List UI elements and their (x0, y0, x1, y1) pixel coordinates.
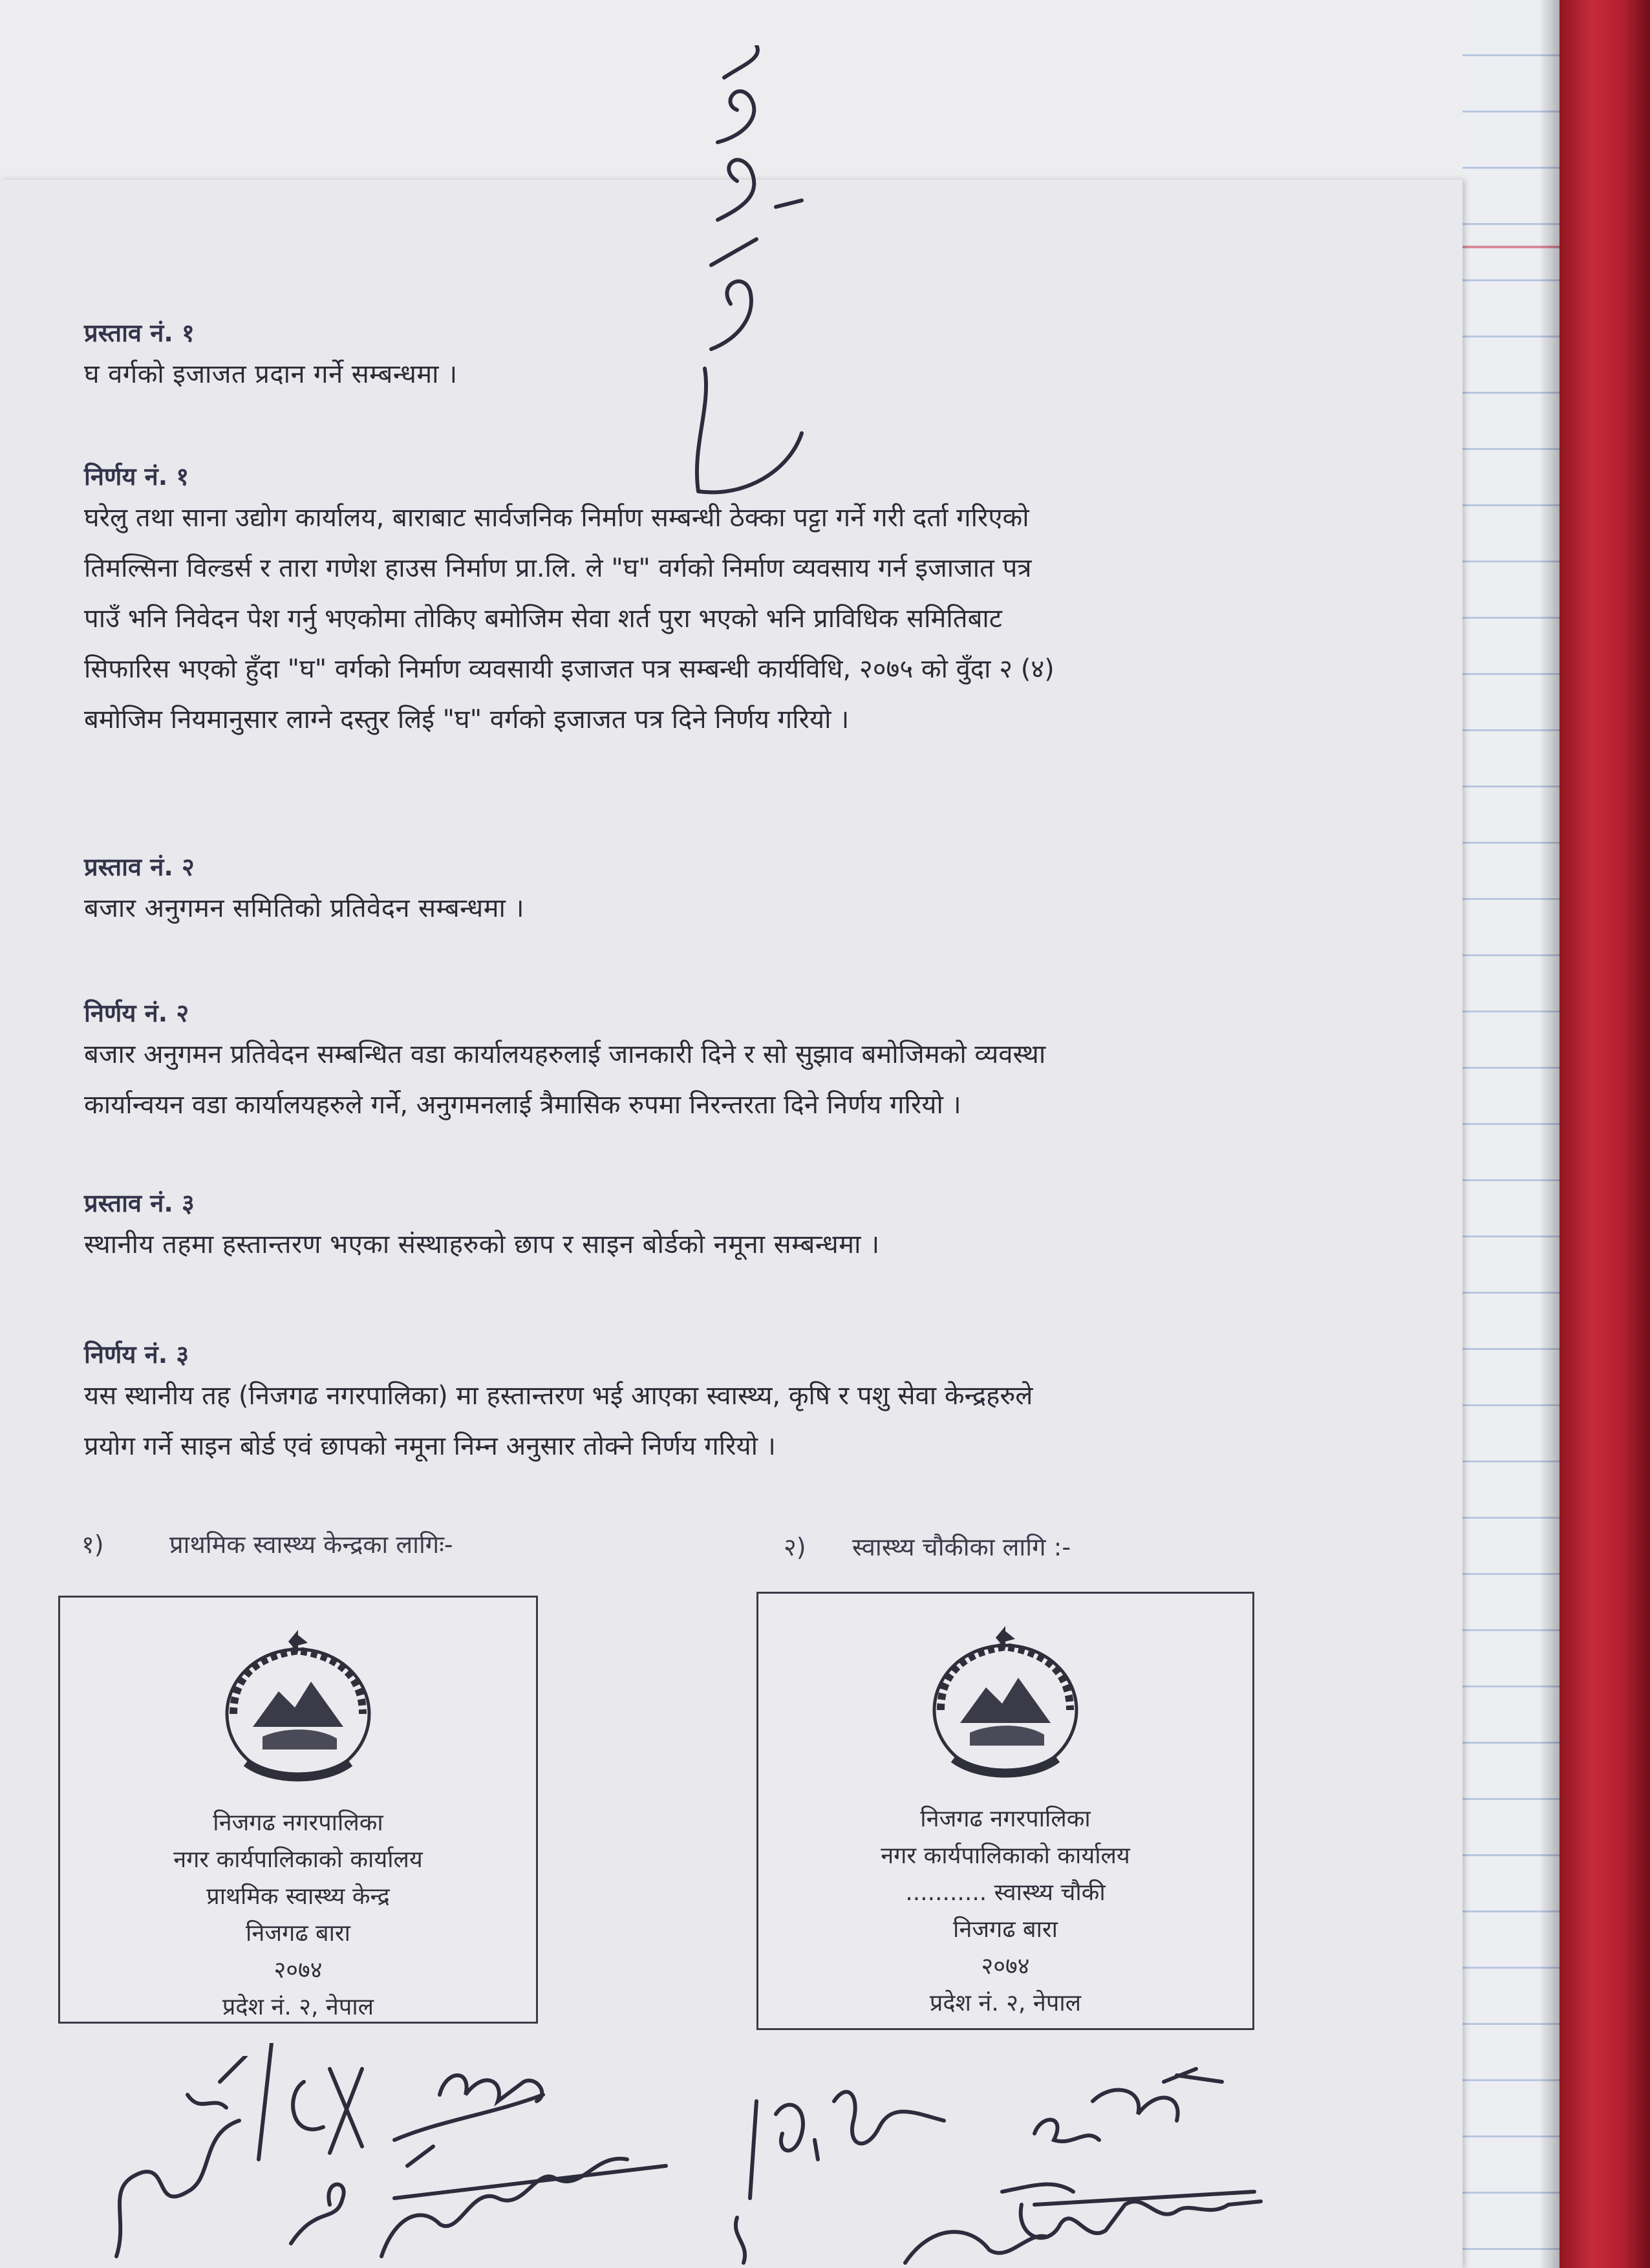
proposal-1-heading: प्रस्ताव नं. १ (84, 319, 195, 347)
decision-2-heading: निर्णय नं. २ (84, 999, 189, 1027)
decision-3-heading: निर्णय नं. ३ (84, 1340, 189, 1369)
proposal-1-subject: घ वर्गको इजाजत प्रदान गर्ने सम्बन्धमा । (84, 359, 458, 389)
sample-2-number: २) (784, 1533, 806, 1561)
stamp-1-line: निजगढ बारा (246, 1920, 350, 1947)
stamp-2-line: २०७४ (981, 1953, 1030, 1980)
stamp-2-line: निजगढ बारा (953, 1916, 1058, 1943)
decision-2-line: कार्यान्वयन वडा कार्यालयहरुले गर्ने, अनुगमनलाई त्रैमासिक रुपमा निरन्तरता दिने निर्णय गरियो । (84, 1090, 961, 1120)
stamp-sample-1 (58, 1596, 538, 2024)
proposal-3-section (84, 1186, 1364, 1270)
decision-1-line: तिमल्सिना विल्डर्स र तारा गणेश हाउस निर्माण प्रा.लि. ले "घ" वर्गको निर्माण व्यवसाय गर्न इजाजात पत्र (84, 553, 1032, 583)
spine-shadow (1539, 0, 1559, 2268)
nepal-emblem-icon (915, 1626, 1096, 1788)
decision-3-line: प्रयोग गर्ने साइन बोर्ड एवं छापको नमूना निम्न अनुसार तोक्ने निर्णय गरियो । (84, 1431, 776, 1461)
stamp-1-line: प्रदेश नं. २, नेपाल (222, 1994, 374, 2020)
proposal-2-section (84, 850, 1364, 934)
proposal-2-subject: बजार अनुगमन समितिको प्रतिवेदन सम्बन्धमा । (84, 893, 524, 923)
stamp-1-line: निजगढ नगरपालिका (213, 1810, 383, 1836)
signature-9 (711, 2211, 789, 2268)
nepal-emblem-icon (208, 1630, 389, 1792)
signature-8 (892, 2211, 1054, 2268)
red-binding (1559, 0, 1650, 2268)
signature-1 (91, 2056, 259, 2268)
stamp-2-line: ........... स्वास्थ्य चौकी (905, 1879, 1106, 1906)
decision-2-section (84, 996, 1364, 1130)
stamp-1-line: २०७४ (273, 1957, 323, 1984)
signature-4 (278, 2127, 692, 2268)
stamp-sample-2 (756, 1592, 1254, 2030)
decision-3-line: यस स्थानीय तह (निजगढ नगरपालिका) मा हस्तान्तरण भई आएका स्वास्थ्य, कृषि र पशु सेवा केन्द्रहरुले (84, 1381, 1033, 1411)
signature-6 (1015, 2062, 1235, 2159)
decision-1-line: बमोजिम नियमानुसार लाग्ने दस्तुर लिई "घ" वर्गको इजाजत पत्र दिने निर्णय गरियो । (84, 705, 850, 734)
decision-1-heading: निर्णय नं. १ (84, 462, 189, 491)
stamp-2-line: नगर कार्यपालिकाको कार्यालय (881, 1843, 1130, 1869)
handwritten-date-annotation (672, 45, 828, 511)
proposal-3-heading: प्रस्ताव नं. ३ (84, 1189, 195, 1217)
decision-3-section (84, 1337, 1364, 1471)
proposal-2-heading: प्रस्ताव नं. २ (84, 853, 195, 881)
decision-1-line: पाउँ भनि निवेदन पेश गर्नु भएकोमा तोकिए बमोजिम सेवा शर्त पुरा भएको भनि प्राविधिक समितिबाट (84, 604, 1002, 634)
decision-2-line: बजार अनुगमन प्रतिवेदन सम्बन्धित वडा कार्यालयहरुलाई जानकारी दिने र सो सुझाव बमोजिमको व्यवस्था (84, 1040, 1046, 1069)
proposal-1-section (84, 316, 1364, 400)
sample-1-number: १) (81, 1530, 104, 1559)
stamp-1-line: नगर कार्यपालिकाको कार्यालय (173, 1846, 423, 1873)
decision-1-section (84, 459, 1364, 745)
stamp-2-line: प्रदेश नं. २, नेपाल (929, 1990, 1082, 2017)
sample-1-label: प्राथमिक स्वास्थ्य केन्द्रका लागिः- (169, 1530, 453, 1559)
decision-1-line: सिफारिस भएको हुँदा "घ" वर्गको निर्माण व्यवसायी इजाजत पत्र सम्बन्धी कार्यविधि, २०७५ को वुँदा २ (४) (84, 654, 1055, 684)
decision-1-line: घरेलु तथा साना उद्योग कार्यालय, बाराबाट सार्वजनिक निर्माण सम्बन्धी ठेक्का पट्टा गर्ने गरी दर्ता गरिएको (84, 503, 1029, 533)
stamp-2-line: निजगढ नगरपालिका (920, 1806, 1091, 1832)
sample-2-label: स्वास्थ्य चौकीका लागि :- (852, 1533, 1071, 1561)
proposal-3-subject: स्थानीय तहमा हस्तान्तरण भएका संस्थाहरुको छाप र साइन बोर्डको नमूना सम्बन्धमा । (84, 1230, 880, 1259)
stamp-1-line: प्राथमिक स्वास्थ्य केन्द्र (206, 1883, 390, 1910)
signature-5 (737, 2075, 950, 2205)
